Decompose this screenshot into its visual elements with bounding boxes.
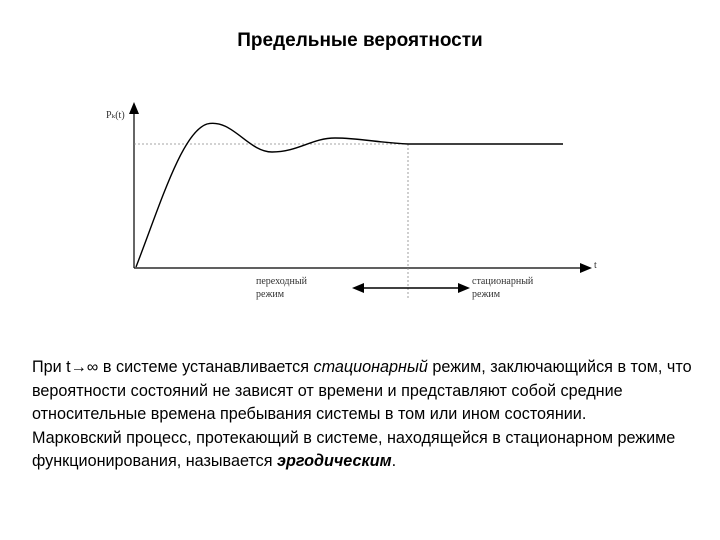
y-axis-arrow — [129, 102, 139, 114]
transient-label-line1: переходный — [256, 276, 307, 287]
slide-title: Предельные вероятности — [237, 30, 483, 51]
body-text — [32, 356, 702, 474]
regime-arrow-right-head — [458, 283, 470, 293]
p1-text-start: При t→∞ в системе устанавливается — [32, 358, 314, 376]
regime-arrow-left-head — [352, 283, 364, 293]
p2-text-end: . — [391, 452, 397, 470]
p2-text-start: Марковский процесс, протекающий в системе, находящейся в стационарном режиме функционирования, называется — [32, 428, 676, 470]
p2-italic-term: эргодическим — [277, 452, 392, 470]
p1-italic-term: стационарный — [313, 358, 428, 376]
transient-label-line2: режим — [256, 289, 285, 300]
stationary-label-line1: стационарный — [472, 276, 534, 287]
x-axis-arrow — [580, 263, 592, 273]
probability-curve — [136, 123, 563, 267]
stationary-label-line2: режим — [472, 289, 501, 300]
paragraph-stationary — [32, 356, 702, 427]
p1-text-end: режим, заключающийся в том, что вероятности состояний не зависят от времени и представляют собой средние относительные времена пребывания системы в том или ином состоянии. — [32, 358, 692, 423]
y-axis-label: Pₖ(t) — [106, 110, 125, 121]
x-axis-label: t — [594, 260, 597, 271]
paragraph-ergodic — [32, 427, 702, 474]
